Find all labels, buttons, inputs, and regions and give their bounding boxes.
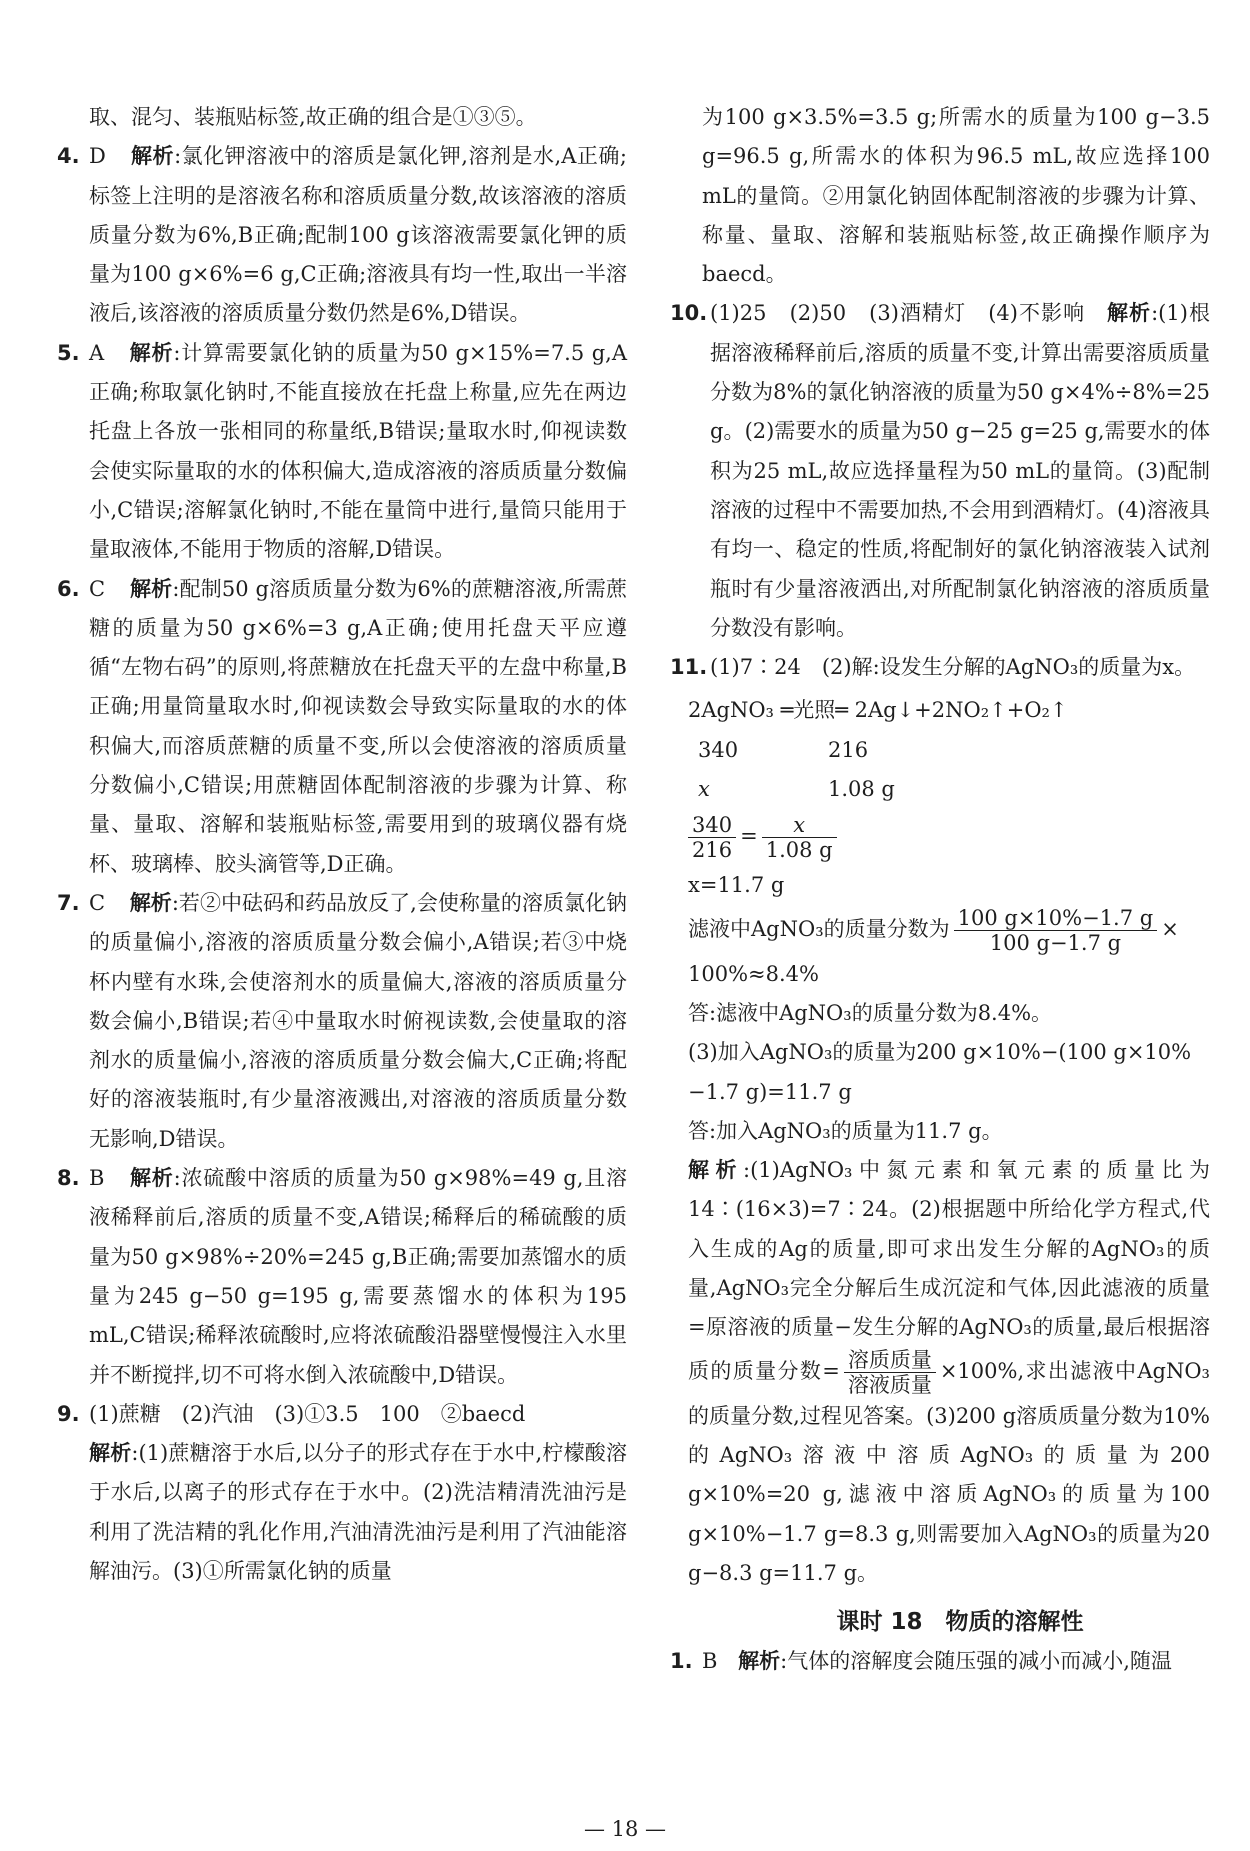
item-number: 11. — [670, 655, 708, 680]
fraction-denominator: 溶液质量 — [844, 1372, 936, 1397]
chemical-equation: 2AgNO₃ ═光照═ 2Ag↓+2NO₂↑+O₂↑ — [688, 698, 1068, 723]
answer-item-4 — [57, 137, 627, 333]
item-9-continued: 为100 g×3.5%=3.5 g;所需水的质量为100 g−3.5 g=96.5 g,所需水的体积为96.5 mL,故应选择100 mL的量筒。②用氯化钠固体配制溶液的步骤为计算、称量、量取、溶解和装瓶贴标签,故正确操作顺序为baecd。 — [702, 105, 1210, 287]
answer-line-2: 答:加入AgNO₃的质量为11.7 g。 — [688, 1118, 1003, 1143]
item-answer: D — [89, 144, 106, 169]
answer-item-1 — [670, 1642, 1210, 1681]
analysis-label: 解析 — [89, 1441, 132, 1466]
analysis-label: 解析 — [738, 1649, 781, 1674]
analysis-label: 解析 — [1106, 301, 1152, 326]
right-column — [670, 98, 1210, 1682]
mass-row-1 — [688, 731, 1210, 770]
mass-fraction-prefix: 滤液中AgNO₃的质量分数为 — [688, 916, 950, 941]
analysis-text: :计算需要氯化钠的质量为50 g×15%=7.5 g,A正确;称取氯化钠时,不能直接放在托盘上称量,应先在两边托盘上各放一张相同的称量纸,B错误;量取水时,仰视读数会使实际量取的水的体积偏大,造成溶液的溶质质量分数偏小,C错误;溶解氯化钠时,不能在量筒中进行,量筒只能用于量取液体,不能用于物质的溶解,D错误。 — [89, 340, 627, 562]
fraction-denominator: 216 — [688, 837, 736, 862]
analysis-text: :氯化钾溶液中的溶质是氯化钾,溶剂是水,A正确;标签上注明的是溶液名称和溶质质量分数,故该溶液的溶质质量分数为6%,B正确;配制100 g该溶液需要氯化钾的质量为100 g×6%=6 g,C正确;溶液具有均一性,取出一半溶液后,该溶液的溶质质量分数仍然是6%,D错误。 — [89, 144, 627, 326]
analysis-text-cont: ×100%,求出滤液中AgNO₃的质量分数,过程见答案。(3)200 g溶质质量分数为10%的AgNO₃溶液中溶质AgNO₃的质量为200 g×10%=20 g,滤液中溶质AgNO₃的质量为100 g×10%−1.7 g=8.3 g,则需要加入AgNO₃的质量为20 g−8.3 g=11.7 g。 — [688, 1358, 1210, 1585]
part-3: (3)加入AgNO₃的质量为200 g×10%−(100 g×10%−1.7 g)=11.7 g — [688, 1040, 1192, 1104]
analysis-text: :浓硫酸中溶质的质量为50 g×98%=49 g,且溶液稀释前后,溶质的质量不变,A错误;稀释后的稀硫酸的质量为50 g×98%÷20%=245 g,B正确;需要加蒸馏水的质量为245 g−50 g=195 g,需要蒸馏水的体积为195 mL,C错误;稀释浓硫酸时,应将浓硫酸沿器壁慢慢注入水里并不断搅拌,切不可将水倒入浓硫酸中,D错误。 — [89, 1166, 628, 1387]
analysis-text: :(1)蔗糖溶于水后,以分子的形式存在于水中,柠檬酸溶于水后,以离子的形式存在于水中。(2)洗洁精清洗油污是利用了洗洁精的乳化作用,汽油清洗油污是利用了汽油能溶解油污。(3)①所需氯化钠的质量 — [89, 1441, 628, 1583]
analysis-label: 解析 — [129, 1166, 174, 1191]
page-dash-left: — — [583, 1817, 612, 1841]
analysis-label: 解析 — [129, 340, 174, 365]
fraction-denominator: 1.08 g — [762, 837, 837, 862]
item-11-analysis — [688, 1151, 1210, 1593]
analysis-text: :配制50 g溶质质量分数为6%的蔗糖溶液,所需蔗糖的质量为50 g×6%=3 g,A正确;使用托盘天平应遵循“左物右码”的原则,将蔗糖放在托盘天平的左盘中称量,B正确;用量筒量取水时,仰视读数会导致实际量取的水的体积偏大,而溶质蔗糖的质量不变,所以会使溶液的溶质质量分数偏小,C错误;用蔗糖固体配制溶液的步骤为计算、称量、量取、溶解和装瓶贴标签,需要用到的玻璃仪器有烧杯、玻璃棒、胶头滴管等,D正确。 — [89, 576, 628, 876]
item-number: 8. — [57, 1166, 80, 1191]
page-dash-right: — — [638, 1817, 667, 1841]
left-column — [57, 98, 627, 1591]
item-number: 4. — [57, 144, 80, 169]
page-number — [0, 1810, 1250, 1849]
item-answer: B — [702, 1649, 718, 1674]
analysis-text: :若②中砝码和药品放反了,会使称量的溶质氯化钠的质量偏小,溶液的溶质质量分数会偏小,A错误;若③中烧杯内壁有水珠,会使溶剂水的质量偏大,溶液的溶质质量分数会偏小,B错误;若④中量取水时俯视读数,会使量取的溶剂水的质量偏小,溶液的溶质质量分数会偏大,C正确;将配好的溶液装瓶时,有少量溶液溅出,对溶液的溶质质量分数无影响,D错误。 — [89, 890, 628, 1151]
item-answer: B — [89, 1166, 105, 1191]
item-number: 1. — [670, 1649, 693, 1674]
unknown-x: x — [698, 777, 710, 802]
answer-item-9 — [57, 1395, 627, 1591]
fraction-numerator: x — [793, 813, 806, 838]
molar-mass-ag: 216 — [828, 737, 869, 762]
item-11-part1: (1)7∶24 (2)解:设发生分解的AgNO₃的质量为x。 — [710, 655, 1196, 680]
item-number: 5. — [57, 340, 80, 365]
analysis-text: :气体的溶解度会随压强的减小而减小,随温 — [780, 1649, 1172, 1674]
fraction-denominator: 100 g−1.7 g — [954, 930, 1158, 955]
answer-item-10 — [670, 294, 1210, 648]
x-result: x=11.7 g — [688, 873, 785, 898]
fraction-left — [688, 813, 736, 862]
item-number: 7. — [57, 890, 80, 915]
fraction-right — [762, 813, 837, 862]
analysis-text: :(1)AgNO₃中氮元素和氧元素的质量比为14∶(16×3)=7∶24。(2)根据题中所给化学方程式,代入生成的Ag的质量,即可求出发生分解的AgNO₃的质量,AgNO₃完全分解后生成沉淀和气体,因此滤液的质量=原溶液的质量−发生分解的AgNO₃的质量,最后根据溶质的质量分数= — [688, 1158, 1210, 1383]
item-answer: C — [89, 576, 106, 601]
analysis-label: 解析 — [131, 144, 175, 169]
answer-item-5 — [57, 334, 627, 570]
mass-row-2 — [688, 770, 1210, 809]
item-number: 6. — [57, 576, 80, 601]
mass-fraction-result: 100%≈8.4% — [688, 961, 819, 986]
item-answer: (1)蔗糖 (2)汽油 (3)①3.5 100 ②baecd — [89, 1401, 526, 1426]
analysis-label: 解析 — [129, 890, 172, 915]
formula-fraction — [844, 1348, 936, 1397]
item-number: 10. — [670, 301, 708, 326]
item-number: 9. — [57, 1401, 80, 1426]
answer-item-11 — [670, 648, 1210, 687]
item-answer: A — [89, 340, 105, 365]
calculation-block — [670, 691, 1210, 1593]
molar-mass-agno3: 340 — [698, 737, 739, 762]
answer-item-6 — [57, 570, 627, 884]
times-sign: × — [1161, 916, 1179, 941]
answer-item-7 — [57, 884, 627, 1159]
answer-item-8 — [57, 1159, 627, 1395]
item-answer: C — [89, 890, 106, 915]
continued-text: 取、混匀、装瓶贴标签,故正确的组合是①③⑤。 — [89, 105, 537, 129]
fraction-numerator: 溶质质量 — [847, 1347, 932, 1372]
mass-ag: 1.08 g — [828, 777, 895, 802]
answer-line-1: 答:滤液中AgNO₃的质量分数为8.4%。 — [688, 1000, 1053, 1025]
analysis-label: 解析 — [129, 576, 173, 601]
mass-fraction-line — [688, 906, 1210, 955]
mass-fraction — [954, 906, 1158, 955]
analysis-label: 解析 — [688, 1158, 744, 1183]
analysis-text: :(1)根据溶液稀释前后,溶质的质量不变,计算出需要溶质质量分数为8%的氯化钠溶液的质量为50 g×4%÷8%=25 g。(2)需要水的质量为50 g−25 g=25 g,需要水的体积为25 mL,故应选择量程为50 mL的量筒。(3)配制溶液的过程中不需要加热,不会用到酒精灯。(4)溶液具有均一、稳定的性质,将配制好的氯化钠溶液装入试剂瓶时有少量溶液洒出,对所配制氯化钠溶液的溶质质量分数没有影响。 — [710, 301, 1210, 640]
section-title: 课时 18 物质的溶解性 — [836, 1609, 1084, 1636]
page-number-value: 18 — [611, 1817, 639, 1841]
proportion: $\frac{340}{216}$ = $\frac{x}{1.08 g}$ — [688, 813, 1210, 862]
fraction-numerator: 100 g×10%−1.7 g — [957, 905, 1154, 930]
fraction-numerator: 340 — [692, 813, 733, 838]
item-answer: (1)25 (2)50 (3)酒精灯 (4)不影响 — [710, 301, 1086, 326]
